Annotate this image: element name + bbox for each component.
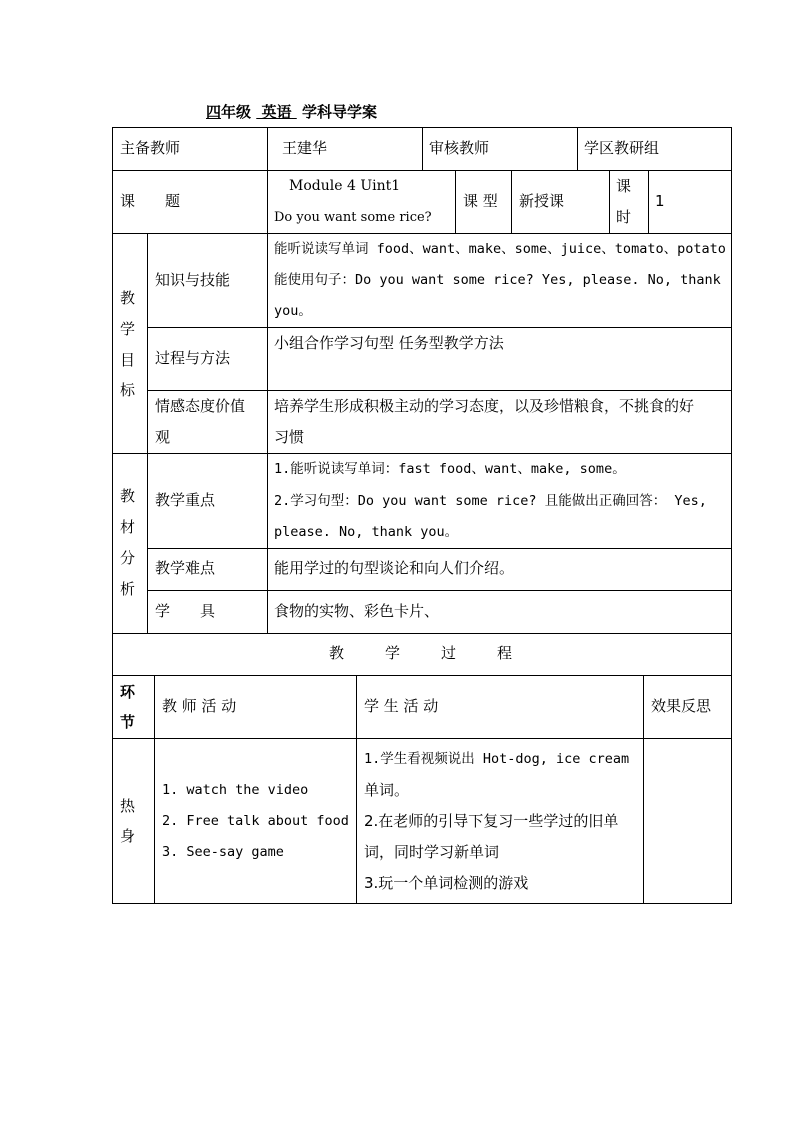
analysis-group-label-3: 分	[120, 549, 136, 567]
warmup-stage-1: 热	[120, 797, 136, 815]
lead-teacher-name: 王建华	[282, 139, 328, 157]
reviewer-label: 审核教师	[429, 139, 490, 157]
difficulty-text: 能用学过的句型谈论和向人们介绍。	[274, 559, 515, 577]
objectives-group-label-4: 标	[120, 381, 136, 399]
tools-text: 食物的实物、彩色卡片、	[274, 602, 440, 620]
period-value: 1	[655, 192, 665, 210]
teacher-activity-header: 教 师 活 动	[162, 697, 237, 715]
process-methods-label: 过程与方法	[155, 349, 231, 367]
lesson-type-label: 课 型	[463, 192, 498, 210]
teacher-activity-line-1: 1. watch the video	[162, 782, 309, 798]
key-line-3: please. No, thank you。	[274, 524, 459, 540]
difficulty-label: 教学难点	[155, 559, 216, 577]
title-doc-type: 学科导学案	[301, 103, 377, 121]
title-grade-suffix: 年级	[221, 103, 252, 121]
emotion-line-2: 习惯	[274, 428, 305, 446]
lead-teacher-label: 主备教师	[120, 139, 181, 157]
knowledge-skills-label: 知识与技能	[155, 271, 231, 289]
key-line-2: 2.学习句型：Do you want some rice? 且能做出正确回答： Yes,	[274, 493, 707, 509]
topic-title: Do you want some rice?	[274, 210, 432, 225]
process-heading-4: 程	[497, 644, 513, 662]
stage-column-header-1: 环	[120, 683, 136, 701]
knowledge-line-1: 能听说读写单词 food、want、make、some、juice、tomato、potato	[274, 241, 726, 257]
teacher-activity-line-3: 3. See-say game	[162, 844, 284, 860]
lesson-type-value: 新授课	[519, 192, 565, 210]
student-activity-line-5: 3.玩一个单词检测的游戏	[364, 874, 529, 892]
process-heading-1: 教	[329, 644, 345, 662]
emotion-label-1: 情感态度价值	[155, 397, 246, 415]
student-activity-line-2: 单词。	[364, 781, 410, 799]
objectives-group-label-1: 教	[120, 289, 136, 307]
title-subject: 英语	[261, 103, 292, 121]
objectives-group-label-2: 学	[120, 320, 136, 338]
analysis-group-label-4: 析	[120, 580, 136, 598]
student-activity-line-4: 词，同时学习新单词	[364, 843, 500, 861]
process-methods-text: 小组合作学习句型 任务型教学方法	[274, 334, 504, 352]
student-activity-line-1: 1.学生看视频说出 Hot-dog, ice cream	[364, 751, 630, 767]
key-line-1: 1.能听说读写单词：fast food、want、make, some。	[274, 461, 626, 477]
student-activity-line-3: 2.在老师的引导下复习一些学过的旧单	[364, 812, 619, 830]
knowledge-line-3: you。	[274, 303, 312, 319]
document-title	[206, 101, 377, 122]
teacher-activity-line-2: 2. Free talk about food	[162, 813, 349, 829]
reflection-header: 效果反思	[651, 697, 712, 715]
period-label-2: 时	[616, 208, 632, 226]
title-grade: 四	[206, 103, 222, 121]
process-heading-3: 过	[441, 644, 457, 662]
objectives-group-label-3: 目	[120, 351, 136, 369]
analysis-group-label-1: 教	[120, 487, 136, 505]
analysis-group-label-2: 材	[120, 518, 136, 536]
emotion-line-1: 培养学生形成积极主动的学习态度，以及珍惜粮食，不挑食的好	[274, 397, 695, 415]
reviewer-name: 学区教研组	[584, 139, 660, 157]
process-heading-2: 学	[385, 644, 401, 662]
emotion-label-2: 观	[155, 428, 171, 446]
key-points-label: 教学重点	[155, 491, 216, 509]
knowledge-line-2: 能使用句子：Do you want some rice? Yes, please. No, thank	[274, 272, 721, 288]
student-activity-header: 学 生 活 动	[364, 697, 439, 715]
warmup-stage-2: 身	[120, 827, 136, 845]
period-label-1: 课	[616, 177, 632, 195]
tools-label: 学 具	[155, 602, 216, 620]
topic-module: Module 4 Uint1	[289, 178, 401, 194]
topic-label: 课 题	[120, 192, 181, 210]
stage-column-header-2: 节	[120, 713, 136, 731]
